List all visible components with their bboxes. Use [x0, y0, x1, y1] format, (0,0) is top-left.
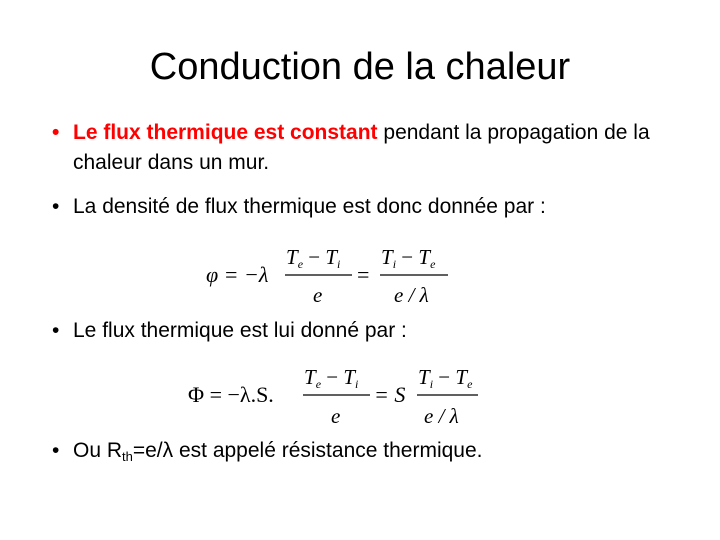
bullet-1-text — [73, 118, 692, 178]
formula1-denominator-1: e — [313, 283, 323, 306]
bullet-2 — [52, 192, 692, 222]
formula2-numerator-1: Te − Ti — [304, 365, 359, 391]
bullet-dot: • — [52, 319, 60, 342]
bullet-4 — [52, 436, 692, 472]
formula-heat-flux — [186, 360, 486, 428]
formula1-denominator-2: e / λ — [394, 283, 429, 306]
bullet-dot: • — [52, 439, 60, 462]
bullet-1-highlight: Le flux thermique est constant — [73, 121, 378, 144]
formula2-numerator-2: Ti − Te — [418, 365, 473, 391]
bullet-3-text: Le flux thermique est lui donné par : — [73, 319, 407, 342]
formula1-numerator-1: Te − Ti — [286, 245, 341, 271]
formula2-denominator-1: e — [331, 404, 341, 428]
formula1-equals: = — [357, 262, 370, 287]
formula2-lhs: Φ = −λ.S. — [188, 382, 274, 407]
formula1-lhs: φ = −λ — [206, 262, 269, 287]
bullet-2-text: La densité de flux thermique est donc donnée par : — [73, 195, 546, 218]
bullet-4-text: Ou $R_{th}=e/\lambda$ est appelé résistance thermique. — [73, 439, 483, 464]
formula2-equals-s: = S — [374, 382, 406, 407]
bullet-dot: • — [52, 121, 60, 144]
bullet-1-rest: pendant la propagation de la chaleur dans un mur. — [73, 121, 650, 174]
formula1-numerator-2: Ti − Te — [381, 245, 436, 271]
formula-heat-flux-density — [200, 240, 460, 306]
formula2-denominator-2: e / λ — [424, 404, 459, 428]
rth-subscript: th — [122, 449, 133, 464]
bullet-3 — [52, 316, 692, 346]
bullet-1 — [52, 118, 692, 178]
slide-title: Conduction de la chaleur — [149, 46, 571, 88]
bullet-dot: • — [52, 195, 60, 218]
